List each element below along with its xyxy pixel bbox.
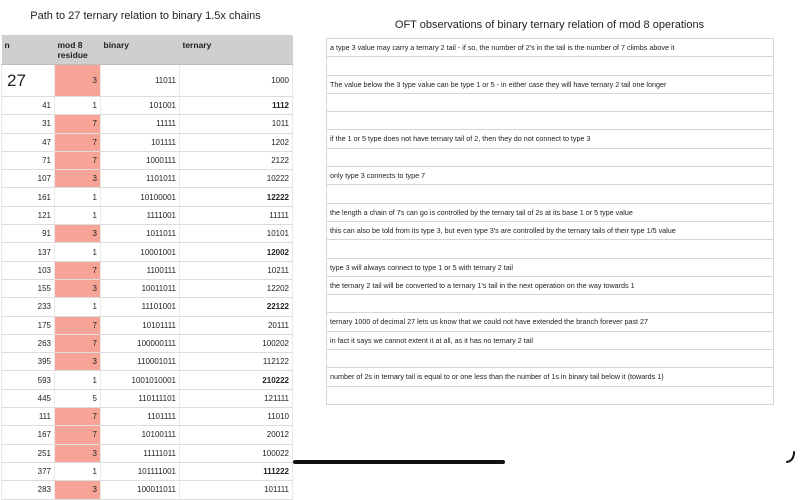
cell-ternary[interactable]: 100202 [180,334,293,352]
cell-ternary[interactable]: 10101 [180,225,293,243]
cell-n[interactable]: 137 [2,243,55,261]
table-row [2,353,293,371]
table-row [2,188,293,206]
cell-mod8-residue[interactable]: 3 [55,444,101,462]
cell-binary[interactable]: 10001001 [101,243,180,261]
cell-mod8-residue[interactable]: 3 [55,170,101,188]
observation-row[interactable]: this can also be told from its type 3, but even type 3's are controlled by the ternary tails of their type 1/5 value [327,222,773,240]
cell-mod8-residue[interactable]: 1 [55,206,101,224]
cell-ternary[interactable]: 121111 [180,389,293,407]
cell-n[interactable]: 233 [2,298,55,316]
table-row [2,408,293,426]
cell-n[interactable]: 445 [2,389,55,407]
cell-binary[interactable]: 11111011 [101,444,180,462]
observation-row[interactable]: only type 3 connects to type 7 [327,167,773,185]
cell-ternary[interactable]: 210222 [180,371,293,389]
observation-row[interactable]: number of 2s in ternary tail is equal to or one less than the number of 1s in binary tail below it (towards 1) [327,368,773,386]
observation-row[interactable] [327,57,773,75]
observation-row[interactable] [327,149,773,167]
table-row [2,225,293,243]
cell-binary[interactable]: 10101111 [101,316,180,334]
cell-mod8-residue[interactable]: 7 [55,334,101,352]
table-row [2,170,293,188]
relation-table-container [1,35,292,500]
cell-n[interactable]: 395 [2,353,55,371]
observations-table [326,38,774,405]
observation-row[interactable]: if the 1 or 5 type does not have ternary tail of 2, then they do not connect to type 3 [327,130,773,148]
cell-ternary[interactable]: 12222 [180,188,293,206]
cell-n[interactable]: 71 [2,151,55,169]
observation-row[interactable]: in fact it says we cannot extent it at all, as it has no ternary 2 tail [327,332,773,350]
corner-resize-icon[interactable] [786,451,796,463]
home-indicator-bar[interactable] [293,460,505,464]
cell-ternary[interactable]: 12002 [180,243,293,261]
table-row [2,261,293,279]
cell-binary[interactable]: 1011011 [101,225,180,243]
header-mod8-residue[interactable]: mod 8 residue [55,36,101,65]
cell-ternary[interactable]: 11111 [180,206,293,224]
cell-mod8-residue[interactable]: 7 [55,408,101,426]
cell-binary[interactable]: 1111001 [101,206,180,224]
cell-ternary[interactable]: 20012 [180,426,293,444]
cell-mod8-residue[interactable]: 7 [55,316,101,334]
table-row [2,316,293,334]
observation-row[interactable]: ternary 1000 of decimal 27 lets us know that we could not have extended the branch forever past 27 [327,313,773,331]
cell-mod8-residue[interactable]: 7 [55,426,101,444]
observation-row[interactable] [327,295,773,313]
cell-n[interactable]: 27 [2,65,55,97]
table-row [2,389,293,407]
cell-ternary[interactable]: 1202 [180,133,293,151]
cell-mod8-residue[interactable]: 7 [55,115,101,133]
cell-ternary[interactable]: 1112 [180,97,293,115]
observation-row[interactable]: type 3 will always connect to type 1 or 5 with ternary 2 tail [327,259,773,277]
cell-ternary[interactable]: 101111 [180,481,293,499]
table-row [2,65,293,97]
cell-mod8-residue[interactable]: 3 [55,65,101,97]
header-binary[interactable]: binary [101,36,180,65]
cell-n[interactable]: 593 [2,371,55,389]
cell-n[interactable]: 161 [2,188,55,206]
cell-n[interactable]: 121 [2,206,55,224]
observation-row[interactable]: a type 3 value may carry a ternary 2 tail - if so, the number of 2's in the tail is the number of 7 climbs above it [327,39,773,57]
cell-mod8-residue[interactable]: 7 [55,133,101,151]
cell-n[interactable]: 91 [2,225,55,243]
table-row [2,426,293,444]
cell-ternary[interactable]: 1011 [180,115,293,133]
table-row [2,334,293,352]
cell-n[interactable]: 103 [2,261,55,279]
cell-n[interactable]: 41 [2,97,55,115]
cell-binary[interactable]: 100011011 [101,481,180,499]
cell-ternary[interactable]: 10211 [180,261,293,279]
cell-mod8-residue[interactable]: 3 [55,279,101,297]
cell-mod8-residue[interactable]: 3 [55,353,101,371]
table-row [2,298,293,316]
table-row [2,462,293,480]
cell-ternary[interactable]: 22122 [180,298,293,316]
cell-mod8-residue[interactable]: 7 [55,151,101,169]
cell-mod8-residue[interactable]: 1 [55,371,101,389]
cell-mod8-residue[interactable]: 1 [55,243,101,261]
table-row [2,371,293,389]
cell-n[interactable]: 263 [2,334,55,352]
cell-n[interactable]: 377 [2,462,55,480]
cell-ternary[interactable]: 111222 [180,462,293,480]
cell-mod8-residue[interactable]: 1 [55,462,101,480]
cell-binary[interactable]: 101111 [101,133,180,151]
cell-mod8-residue[interactable]: 7 [55,261,101,279]
observation-row[interactable] [327,350,773,368]
table-row [2,481,293,499]
cell-ternary[interactable]: 12202 [180,279,293,297]
cell-mod8-residue[interactable]: 3 [55,481,101,499]
observation-row[interactable] [327,387,773,405]
cell-ternary[interactable]: 11010 [180,408,293,426]
cell-ternary[interactable]: 112122 [180,353,293,371]
table-header-row [2,36,293,65]
cell-ternary[interactable]: 1000 [180,65,293,97]
observation-row[interactable] [327,240,773,258]
cell-binary[interactable]: 1100111 [101,261,180,279]
relation-table [1,36,293,500]
left-panel-title: Path to 27 ternary relation to binary 1.5x chains [30,10,261,22]
cell-binary[interactable]: 1101111 [101,408,180,426]
cell-n[interactable]: 111 [2,408,55,426]
cell-n[interactable]: 251 [2,444,55,462]
cell-binary[interactable]: 100000111 [101,334,180,352]
table-row [2,151,293,169]
cell-n[interactable]: 31 [2,115,55,133]
table-row [2,97,293,115]
observation-row[interactable]: The value below the 3 type value can be type 1 or 5 - in either case they will have ternary 2 tail one longer [327,76,773,94]
cell-ternary[interactable]: 100022 [180,444,293,462]
cell-mod8-residue[interactable]: 3 [55,225,101,243]
table-row [2,115,293,133]
cell-binary[interactable]: 11111 [101,115,180,133]
cell-n[interactable]: 155 [2,279,55,297]
cell-binary[interactable]: 10100111 [101,426,180,444]
cell-binary[interactable]: 101111001 [101,462,180,480]
cell-binary[interactable]: 11101001 [101,298,180,316]
cell-mod8-residue[interactable]: 1 [55,97,101,115]
table-row [2,243,293,261]
cell-n[interactable]: 107 [2,170,55,188]
cell-mod8-residue[interactable]: 5 [55,389,101,407]
header-ternary[interactable]: ternary [180,36,293,65]
observation-row[interactable] [327,185,773,203]
cell-binary[interactable]: 1101011 [101,170,180,188]
cell-n[interactable]: 167 [2,426,55,444]
cell-binary[interactable]: 101001 [101,97,180,115]
table-row [2,133,293,151]
table-row [2,444,293,462]
header-n[interactable]: n [2,36,55,65]
right-panel-title: OFT observations of binary ternary relation of mod 8 operations [394,19,705,31]
cell-ternary[interactable]: 2122 [180,151,293,169]
cell-n[interactable]: 283 [2,481,55,499]
cell-n[interactable]: 47 [2,133,55,151]
cell-binary[interactable]: 10011011 [101,279,180,297]
cell-binary[interactable]: 11011 [101,65,180,97]
table-row [2,279,293,297]
cell-binary[interactable]: 110001011 [101,353,180,371]
cell-mod8-residue[interactable]: 1 [55,298,101,316]
observation-row[interactable] [327,94,773,112]
cell-ternary[interactable]: 10222 [180,170,293,188]
cell-n[interactable]: 175 [2,316,55,334]
cell-ternary[interactable]: 20111 [180,316,293,334]
observation-row[interactable] [327,112,773,130]
cell-binary[interactable]: 110111101 [101,389,180,407]
relation-table-body [2,65,293,500]
cell-binary[interactable]: 10100001 [101,188,180,206]
cell-mod8-residue[interactable]: 1 [55,188,101,206]
cell-binary[interactable]: 1000111 [101,151,180,169]
observation-row[interactable]: the ternary 2 tail will be converted to a ternary 1's tail in the next operation on the way towards 1 [327,277,773,295]
table-row [2,206,293,224]
observation-row[interactable]: the length a chain of 7s can go is controlled by the ternary tail of 2s at its base 1 or 5 type value [327,204,773,222]
cell-binary[interactable]: 1001010001 [101,371,180,389]
